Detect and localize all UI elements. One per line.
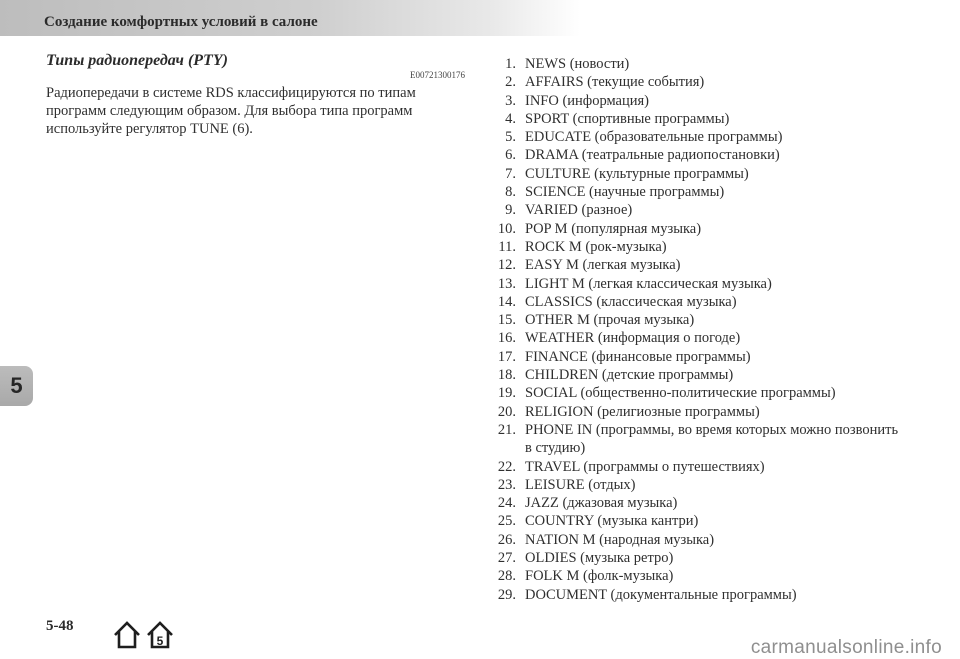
pty-item-text: LIGHT M (легкая классическая музыка) xyxy=(525,275,772,292)
pty-item-number: 14. xyxy=(497,293,516,310)
pty-list-item xyxy=(486,403,926,421)
pty-item-number: 29. xyxy=(497,586,516,603)
pty-item-text: SOCIAL (общественно-политические программы) xyxy=(525,385,836,402)
pty-item-number: 24. xyxy=(497,495,516,512)
page-header-title: Создание комфортных условий в салоне xyxy=(44,14,318,30)
section-title: Типы радиопередач (PTY) xyxy=(46,52,228,69)
pty-item-number: 16. xyxy=(497,330,516,347)
pty-list-item xyxy=(486,275,926,293)
pty-item-text: JAZZ (джазовая музыка) xyxy=(525,495,678,512)
pty-item-number: 22. xyxy=(497,458,516,475)
pty-item-text: WEATHER (информация о погоде) xyxy=(525,330,741,347)
pty-list-item xyxy=(486,55,926,73)
pty-item-number: 25. xyxy=(497,513,516,530)
pty-item-text: PHONE IN (программы, во время которых можно позвонить xyxy=(525,421,899,438)
pty-item-number: 8. xyxy=(505,184,516,201)
intro-line: используйте регулятор TUNE (6). xyxy=(46,121,253,137)
pty-item-text: SCIENCE (научные программы) xyxy=(525,184,725,201)
pty-item-text: LEISURE (отдых) xyxy=(525,476,636,493)
pty-item-number: 21. xyxy=(497,421,516,438)
pty-item-text: VARIED (разное) xyxy=(525,202,633,219)
pty-item-text: ROCK M (рок-музыка) xyxy=(525,238,667,255)
document-code: E00721300176 xyxy=(410,70,465,80)
pty-list-item xyxy=(486,366,926,384)
pty-list-item xyxy=(486,531,926,549)
home-icon[interactable] xyxy=(112,620,142,650)
pty-item-text: INFO (информация) xyxy=(525,92,650,109)
pty-list-item xyxy=(486,256,926,274)
pty-item-text: DOCUMENT (документальные программы) xyxy=(525,586,797,603)
chapter-icon-label: 5 xyxy=(156,634,164,648)
pty-item-text: FINANCE (финансовые программы) xyxy=(525,348,751,365)
pty-list-item xyxy=(486,476,926,494)
pty-list-item-continuation xyxy=(486,439,926,457)
pty-item-text: CLASSICS (классическая музыка) xyxy=(525,293,737,310)
watermark: carmanualsonline.info xyxy=(750,637,942,658)
pty-type-list xyxy=(486,55,926,604)
pty-item-number: 28. xyxy=(497,568,516,585)
intro-line: программ следующим образом. Для выбора типа программ xyxy=(46,103,413,119)
pty-item-number: 17. xyxy=(497,348,516,365)
pty-item-number: 18. xyxy=(497,367,516,384)
pty-item-number: 1. xyxy=(505,56,516,72)
pty-item-text-continuation: в студию) xyxy=(525,440,586,457)
pty-item-number: 19. xyxy=(497,385,516,402)
pty-list-item xyxy=(486,311,926,329)
pty-item-text: OTHER M (прочая музыка) xyxy=(525,312,695,329)
pty-item-text: CHILDREN (детские программы) xyxy=(525,367,734,384)
pty-list-item xyxy=(486,494,926,512)
pty-list-item xyxy=(486,567,926,585)
pty-item-text: OLDIES (музыка ретро) xyxy=(525,550,674,567)
pty-item-text: CULTURE (культурные программы) xyxy=(525,165,749,182)
pty-item-number: 26. xyxy=(497,531,516,548)
pty-list-item xyxy=(486,201,926,219)
pty-item-text: SPORT (спортивные программы) xyxy=(525,110,730,127)
pty-list-item xyxy=(486,549,926,567)
pty-list-item xyxy=(486,329,926,347)
pty-item-number: 23. xyxy=(497,476,516,493)
pty-item-text: AFFAIRS (текущие события) xyxy=(525,74,705,91)
pty-item-number: 27. xyxy=(497,550,516,567)
pty-item-text: POP M (популярная музыка) xyxy=(525,220,702,237)
pty-list-item xyxy=(486,512,926,530)
pty-item-number: 15. xyxy=(497,312,516,329)
pty-list-item xyxy=(486,220,926,238)
pty-list-item xyxy=(486,128,926,146)
pty-item-text: TRAVEL (программы о путешествиях) xyxy=(525,458,765,475)
pty-item-text: NEWS (новости) xyxy=(525,56,630,72)
pty-item-number: 2. xyxy=(505,74,516,91)
pty-item-number: 12. xyxy=(497,257,516,274)
pty-list-item xyxy=(486,421,926,439)
pty-list-item xyxy=(486,92,926,110)
pty-item-number: 3. xyxy=(505,92,516,109)
pty-list-item xyxy=(486,183,926,201)
chapter-tab[interactable]: 5 xyxy=(0,366,33,406)
pty-list-item xyxy=(486,348,926,366)
pty-item-number: 7. xyxy=(505,165,516,182)
pty-item-text: EASY M (легкая музыка) xyxy=(525,257,681,274)
pty-item-number: 5. xyxy=(505,129,516,146)
pty-list-item xyxy=(486,586,926,604)
chapter-5-home-icon[interactable] xyxy=(145,620,175,650)
pty-item-text: EDUCATE (образовательные программы) xyxy=(525,129,783,146)
pty-item-text: FOLK M (фолк-музыка) xyxy=(525,568,674,585)
pty-item-number: 6. xyxy=(505,147,516,164)
intro-paragraph xyxy=(46,84,446,138)
pty-list-item xyxy=(486,384,926,402)
pty-list-item xyxy=(486,238,926,256)
pty-item-number: 9. xyxy=(505,202,516,219)
pty-item-number: 10. xyxy=(497,220,516,237)
pty-item-number: 20. xyxy=(497,403,516,420)
pty-item-text: COUNTRY (музыка кантри) xyxy=(525,513,699,530)
pty-list-item xyxy=(486,146,926,164)
pty-item-text: NATION M (народная музыка) xyxy=(525,531,715,548)
pty-item-text: DRAMA (театральные радиопостановки) xyxy=(525,147,780,164)
pty-list-item xyxy=(486,458,926,476)
pty-list-item xyxy=(486,293,926,311)
pty-list-item xyxy=(486,73,926,91)
pty-list-item xyxy=(486,110,926,128)
page-number: 5-48 xyxy=(46,618,74,634)
pty-item-text: RELIGION (религиозные программы) xyxy=(525,403,760,420)
pty-list-item xyxy=(486,165,926,183)
intro-line: Радиопередачи в системе RDS классифицируются по типам xyxy=(46,85,416,101)
pty-item-number: 11. xyxy=(498,238,516,255)
pty-item-number: 4. xyxy=(505,110,516,127)
pty-item-number: 13. xyxy=(497,275,516,292)
